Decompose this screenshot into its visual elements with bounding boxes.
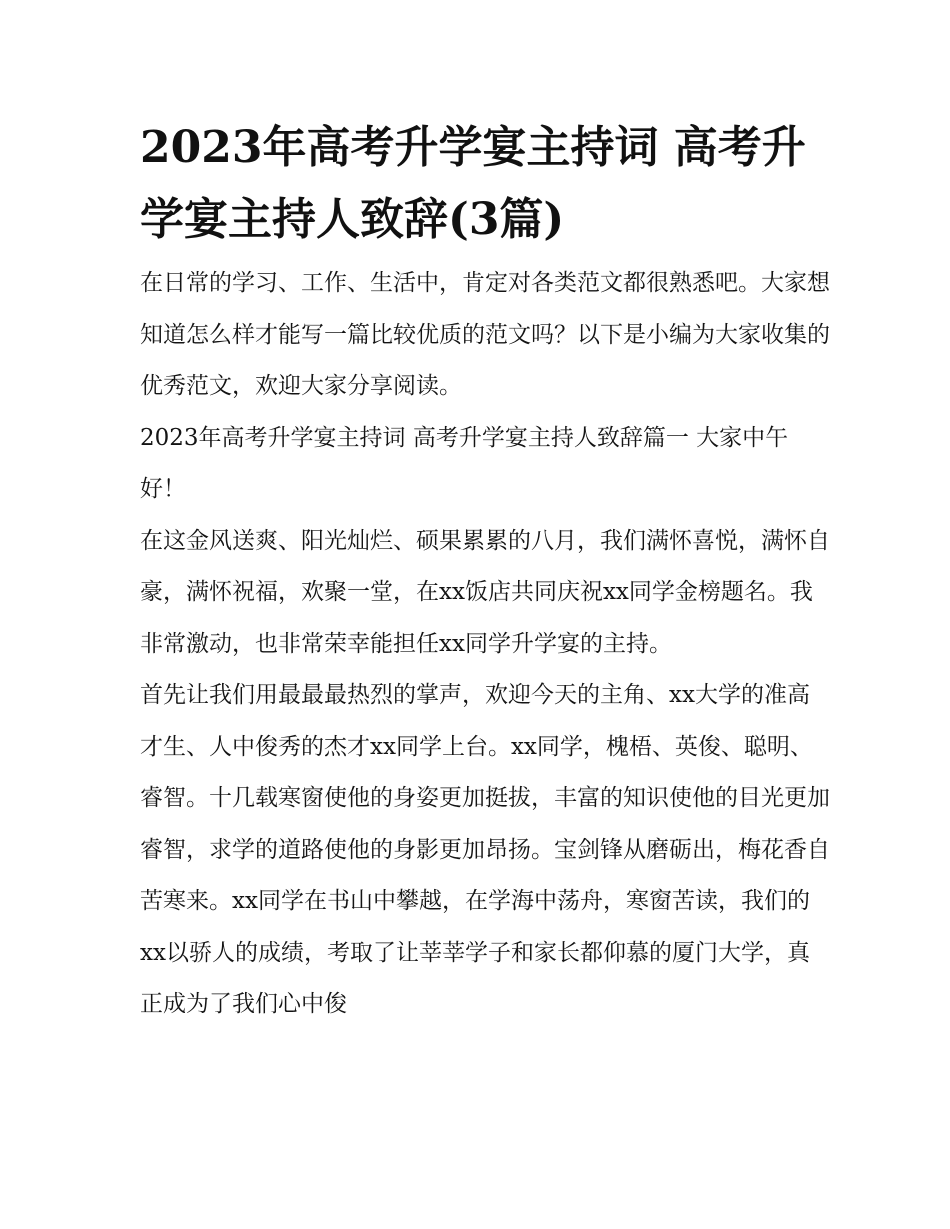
paragraph-intro: 在日常的学习、工作、生活中，肯定对各类范文都很熟悉吧。大家想知道怎么样才能写一篇比较优质的范文吗？以下是小编为大家收集的优秀范文，欢迎大家分享阅读。 [140, 270, 830, 399]
paragraph-greeting: 在这金风送爽、阳光灿烂、硕果累累的八月，我们满怀喜悦，满怀自豪，满怀祝福，欢聚一堂，在xx饭店共同庆祝xx同学金榜题名。我非常激动，也非常荣幸能担任xx同学升学宴的主持。 [140, 527, 830, 657]
paragraph-introduction-of-student: 首先让我们用最最最热烈的掌声，欢迎今天的主角、xx大学的准高才生、人中俊秀的杰才xx同学上台。xx同学，槐梧、英俊、聪明、睿智。十几载寒窗使他的身姿更加挺拔，丰富的知识使他的目光更加睿智，求学的道路使他的身影更加昂扬。宝剑锋从磨砺出，梅花香自苦寒来。xx同学在书山中攀越，在学海中荡舟，寒窗苦读，我们的xx以骄人的成绩，考取了让莘莘学子和家长都仰慕的厦门大学，真正成为了我们心中俊 [140, 682, 830, 1017]
document-body [140, 258, 830, 1031]
document-title: 2023年高考升学宴主持词 高考升学宴主持人致辞(3篇) [140, 122, 806, 245]
paragraph-section-heading: 2023年高考升学宴主持词 高考升学宴主持人致辞篇一 大家中午好！ [140, 424, 789, 502]
